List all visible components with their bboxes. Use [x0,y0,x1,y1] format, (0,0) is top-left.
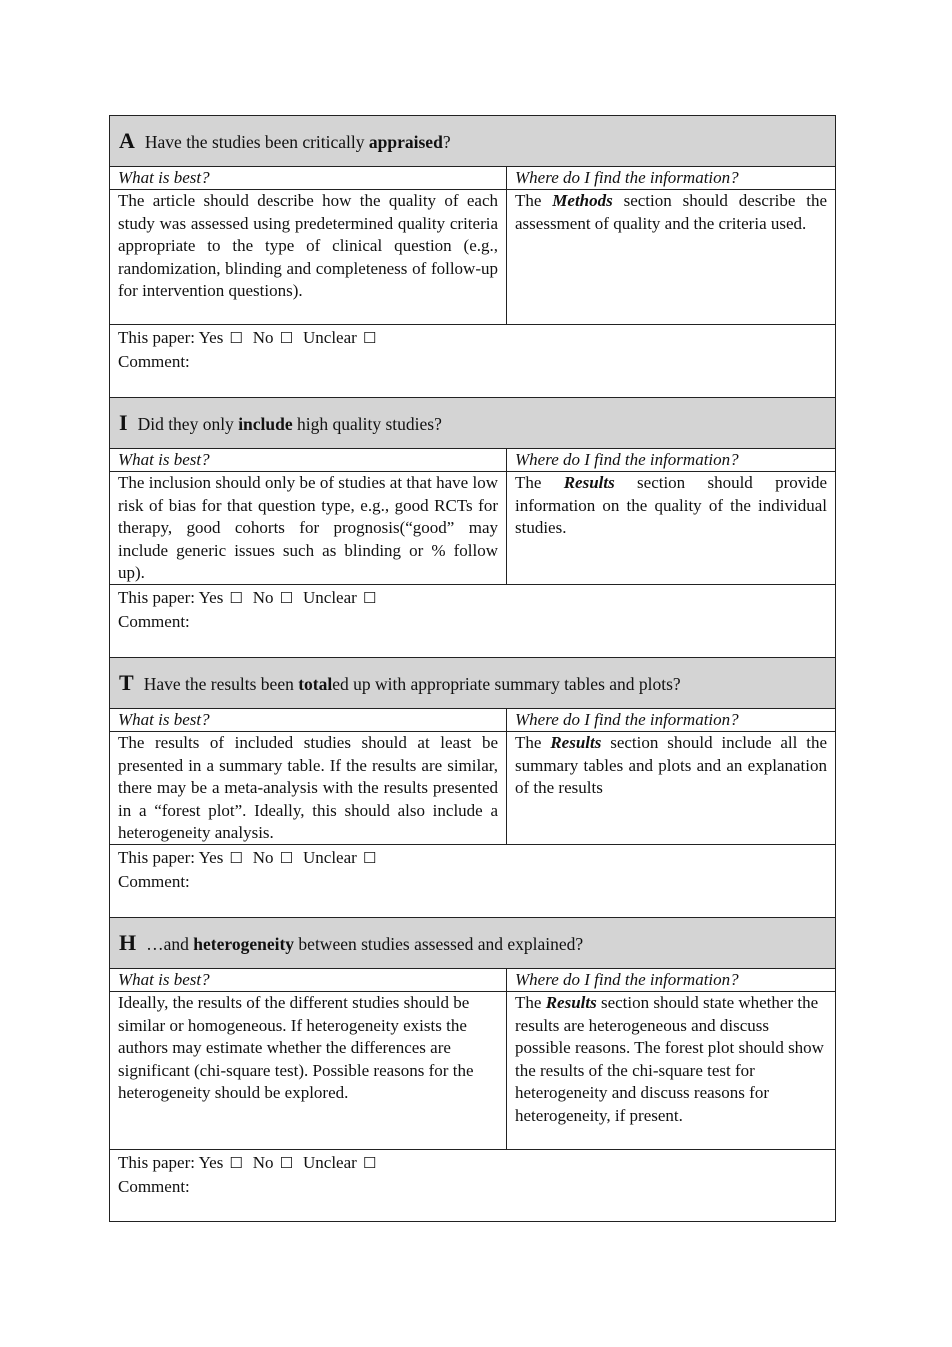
section-i [110,398,835,658]
what-is-best-heading: What is best? [110,449,507,471]
unclear-label: Unclear [303,588,357,607]
yes-label: Yes [198,848,224,867]
unclear-checkbox[interactable]: ☐ [362,1154,377,1172]
where-find-heading: Where do I find the information? [515,970,739,989]
section-header [110,116,835,167]
answer-options [118,846,827,870]
comment-label[interactable]: Comment: [118,352,190,371]
this-paper-row [110,1150,835,1221]
what-is-best-text: The article should describe how the quality of each study was assessed using predetermined quality criteria appropriate to the type of clinical question (e.g., randomization, blinding and completeness of follow-up for intervention questions). [110,190,507,324]
no-label: No [252,328,274,347]
this-paper-row [110,845,835,918]
what-is-best-heading: What is best? [110,167,507,189]
section-header [110,658,835,709]
answer-options [118,1151,827,1175]
yes-checkbox[interactable]: ☐ [229,1154,243,1172]
no-checkbox[interactable]: ☐ [279,329,294,347]
section-question: Have the results been totaled up with appropriate summary tables and plots? [143,674,681,694]
answer-options [118,326,827,350]
column-headings-row [110,969,835,992]
appraisal-worksheet [109,115,836,1222]
this-paper-label: This paper: [118,848,195,867]
unclear-label: Unclear [303,328,357,347]
criteria-row [110,472,835,585]
section-letter: I [119,410,128,435]
comment-label[interactable]: Comment: [118,1177,190,1196]
criteria-row [110,732,835,845]
yes-label: Yes [198,328,224,347]
what-is-best-text: The results of included studies should at least be presented in a summary table. If the results are similar, there may be a meta-analysis with the results presented in a “forest plot”. Ideally, this should also include a heterogeneity analysis. [110,732,507,844]
this-paper-label: This paper: [118,328,195,347]
section-a [110,116,835,398]
where-find-text: The Results section should include all the summary tables and plots and an explanation of the results [515,733,827,797]
section-letter: H [119,930,137,955]
section-letter: T [119,670,134,695]
where-find-heading: Where do I find the information? [515,168,739,187]
comment-label[interactable]: Comment: [118,612,190,631]
this-paper-label: This paper: [118,588,195,607]
no-label: No [252,588,274,607]
yes-checkbox[interactable]: ☐ [229,849,243,867]
section-question: Have the studies been critically appraised? [144,132,451,152]
what-is-best-heading: What is best? [110,969,507,991]
where-find-text: The Results section should provide information on the quality of the individual studies. [515,473,828,537]
unclear-checkbox[interactable]: ☐ [362,849,377,867]
section-letter: A [119,128,135,153]
yes-label: Yes [198,1153,224,1172]
criteria-row [110,190,835,325]
where-find-text: The Results section should state whether the results are heterogeneous and discuss possible reasons. The forest plot should show the results of the chi-square test for heterogeneity and discuss reasons for heterogeneity, if present. [515,993,824,1125]
what-is-best-heading: What is best? [110,709,507,731]
yes-checkbox[interactable]: ☐ [229,329,243,347]
section-header [110,918,835,969]
section-question: …and heterogeneity between studies assessed and explained? [146,934,584,954]
column-headings-row [110,167,835,190]
section-t [110,658,835,918]
unclear-checkbox[interactable]: ☐ [362,329,377,347]
yes-checkbox[interactable]: ☐ [229,589,243,607]
this-paper-label: This paper: [118,1153,195,1172]
where-find-heading: Where do I find the information? [515,710,739,729]
unclear-label: Unclear [303,1153,357,1172]
comment-label[interactable]: Comment: [118,872,190,891]
what-is-best-text: The inclusion should only be of studies at that have low risk of bias for that question type, e.g., good RCTs for therapy, good cohorts for prognosis(“good” may include generic issues such as blinding or % follow up). [110,472,507,584]
criteria-row [110,992,835,1150]
no-checkbox[interactable]: ☐ [279,849,294,867]
this-paper-row [110,325,835,398]
where-find-heading: Where do I find the information? [515,450,739,469]
where-find-text: The Methods section should describe the assessment of quality and the criteria used. [515,191,827,233]
column-headings-row [110,449,835,472]
no-checkbox[interactable]: ☐ [279,589,294,607]
unclear-label: Unclear [303,848,357,867]
section-h [110,918,835,1221]
answer-options [118,586,827,610]
section-question: Did they only include high quality studies? [137,414,442,434]
what-is-best-text: Ideally, the results of the different studies should be similar or homogeneous. If heterogeneity exists the authors may estimate whether the differences are significant (chi-square test). Possible reasons for the heterogeneity should be explored. [110,992,507,1149]
unclear-checkbox[interactable]: ☐ [362,589,377,607]
no-label: No [252,1153,274,1172]
column-headings-row [110,709,835,732]
this-paper-row [110,585,835,658]
no-label: No [252,848,274,867]
section-header [110,398,835,449]
yes-label: Yes [198,588,224,607]
no-checkbox[interactable]: ☐ [279,1154,294,1172]
